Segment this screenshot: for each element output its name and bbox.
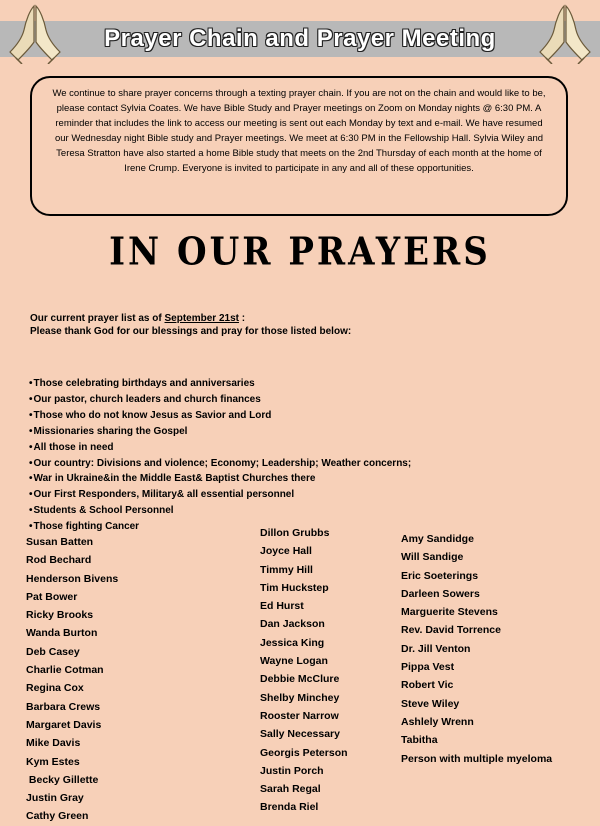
list-item: Barbara Crews: [26, 700, 101, 713]
names-column-2: [260, 524, 348, 817]
list-item: Cathy Green: [26, 810, 89, 823]
list-item: Rev. David Torrence: [401, 624, 501, 637]
list-item: Amy Sandidge: [401, 533, 474, 545]
list-item: Person with multiple myeloma: [401, 752, 553, 765]
page-title: Prayer Chain and Prayer Meeting: [104, 25, 496, 52]
list-item: • Our country: Divisions and violence; Economy; Leadership; Weather concerns;: [29, 456, 589, 472]
list-item: Timmy Hill: [260, 563, 313, 576]
list-item: Rod Bechard: [26, 554, 92, 567]
list-item: Dan Jackson: [260, 618, 325, 631]
list-item: Debbie McClure: [260, 673, 340, 686]
list-item: Wayne Logan: [260, 655, 328, 668]
list-item: Regina Cox: [26, 682, 84, 695]
list-item: Henderson Bivens: [26, 572, 119, 585]
list-item: Wanda Burton: [26, 627, 98, 640]
list-item: Susan Batten: [26, 536, 94, 548]
list-item: Ashlely Wrenn: [401, 715, 474, 728]
names-column-3: [401, 530, 552, 768]
list-item: Deb Casey: [26, 645, 80, 658]
names-column-1: [26, 533, 118, 826]
list-item: Ed Hurst: [260, 600, 304, 613]
list-item: Georgis Peterson: [260, 746, 348, 759]
list-item: Sally Necessary: [260, 728, 340, 741]
intro-date: September 21st: [164, 313, 239, 324]
list-item: Pat Bower: [26, 590, 78, 603]
intro-instruction: Please thank God for our blessings and pray for those listed below:: [30, 326, 352, 337]
list-item: Marguerite Stevens: [401, 606, 498, 619]
list-item: • All those in need: [29, 440, 589, 456]
list-item: Darleen Sowers: [401, 587, 480, 600]
prayer-list-intro: [30, 312, 570, 338]
list-item: • Our pastor, church leaders and church finances: [29, 392, 589, 408]
list-item: • Our First Responders, Military& all essential personnel: [29, 487, 589, 503]
list-item: Steve Wiley: [401, 697, 460, 710]
list-item: • War in Ukraine&in the Middle East& Baptist Churches there: [29, 471, 589, 487]
list-item: Dillon Grubbs: [260, 527, 330, 539]
list-item: Justin Gray: [26, 792, 84, 805]
list-item: Ricky Brooks: [26, 609, 94, 622]
list-item: Kym Estes: [26, 755, 80, 768]
prayer-category-list: [29, 376, 589, 535]
list-item: Brenda Riel: [260, 801, 319, 814]
list-item: Shelby Minchey: [260, 691, 340, 704]
list-item: Margaret Davis: [26, 718, 102, 731]
list-item: Mike Davis: [26, 737, 81, 750]
list-item: Justin Porch: [260, 764, 324, 777]
prayers-heading: IN OUR PRAYERS: [109, 229, 491, 275]
list-item: Rooster Narrow: [260, 709, 339, 722]
list-item: • Missionaries sharing the Gospel: [29, 424, 589, 440]
list-item: Jessica King: [260, 636, 325, 649]
intro-date-line: Our current prayer list as of September 21st :: [30, 313, 246, 324]
list-item: Becky Gillette: [26, 773, 99, 786]
list-item: Charlie Cotman: [26, 664, 104, 677]
list-item: Tabitha: [401, 734, 438, 747]
list-item: • Students & School Personnel: [29, 503, 589, 519]
prayer-chain-notice: We continue to share prayer concerns through a texting prayer chain. If you are not on the chain and would like to be, please contact Sylvia Coates. We have Bible Study and Prayer meetings on Zoom on Monday nights @ 6:30 PM. A reminder that includes the link to access our meeting is sent out each Monday by text and e-mail. We have resumed our Wednesday night Bible study and Prayer meetings. We meet at 6:30 PM in the Fellowship Hall. Sylvia Wiley and Teresa Stratton have also started a home Bible study that meets on the 2nd Thursday of each month at the home of Irene Crump. Everyone is invited to participate in any and all of these opportunities.: [30, 76, 568, 216]
list-item: Sarah Regal: [260, 783, 321, 796]
list-item: Tim Huckstep: [260, 581, 329, 594]
list-item: Dr. Jill Venton: [401, 642, 471, 655]
list-item: • Those celebrating birthdays and anniversaries: [29, 376, 589, 392]
list-item: Robert Vic: [401, 679, 454, 692]
list-item: • Those fighting Cancer: [29, 519, 589, 535]
list-item: Joyce Hall: [260, 545, 312, 558]
list-item: Will Sandige: [401, 551, 464, 564]
list-item: • Those who do not know Jesus as Savior and Lord: [29, 408, 589, 424]
list-item: Eric Soeterings: [401, 569, 479, 582]
list-item: Pippa Vest: [401, 661, 455, 674]
